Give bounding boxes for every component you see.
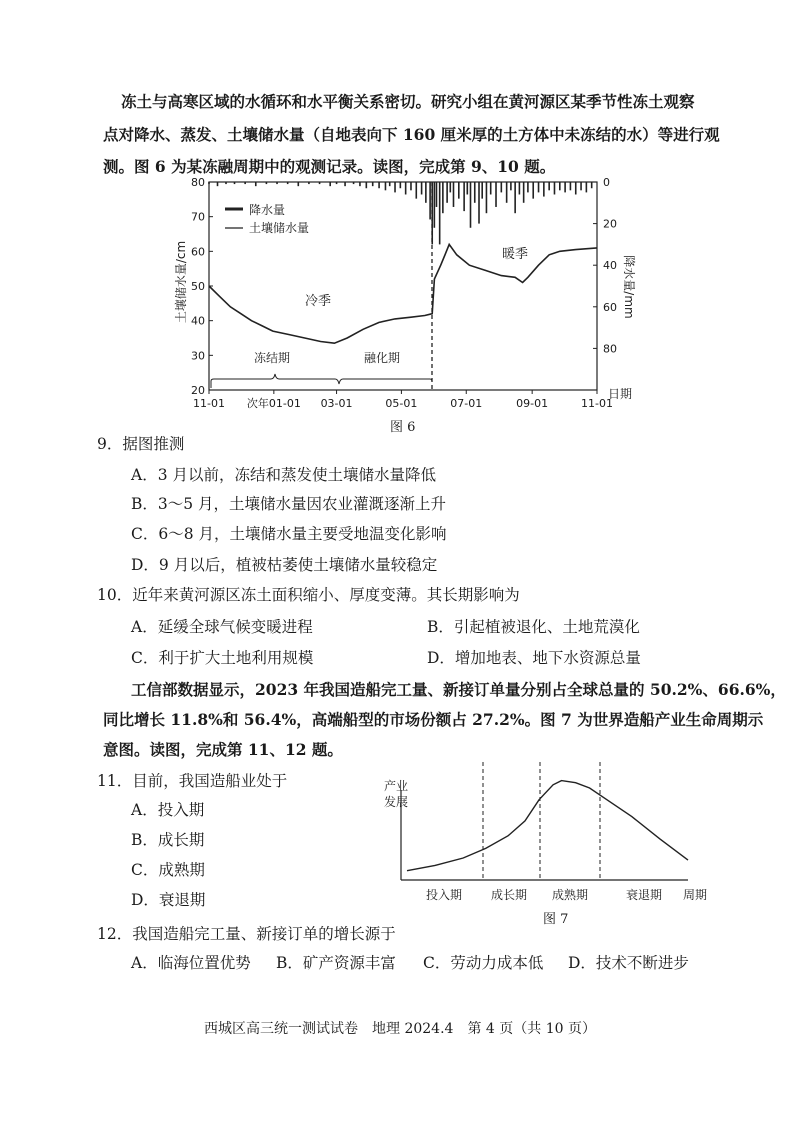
- q10-option-d: D．增加地表、地下水资源总量: [427, 649, 641, 667]
- precipitation-bar: [486, 182, 488, 213]
- x-axis-ticks: [193, 390, 613, 410]
- stage-label-input: 投入期: [426, 888, 463, 902]
- precipitation-bar: [580, 182, 582, 190]
- figure-7-chart: [380, 760, 720, 935]
- x-tick-label: 次年01-01: [246, 397, 301, 410]
- right-tick-label: 80: [603, 342, 617, 356]
- fig7-ylabel-part1: 产业: [384, 779, 409, 793]
- q9-option-d: D．9 月以后，植被枯萎使土壤储水量较稳定: [131, 556, 438, 574]
- precipitation-bar: [467, 182, 469, 194]
- precipitation-bar: [353, 182, 355, 184]
- figure-6-caption: 图 6: [390, 420, 416, 435]
- precipitation-bar: [344, 182, 346, 186]
- industry-development-curve: [407, 781, 688, 871]
- precipitation-bar: [208, 182, 210, 184]
- precipitation-bar: [234, 182, 236, 184]
- precipitation-bar: [543, 182, 545, 197]
- figure-7-caption: 图 7: [543, 912, 569, 927]
- intro2-line1: 工信部数据显示，2023 年我国造船完工量、新接订单量分别占全球总量的 50.2%、66.6%，: [131, 680, 786, 699]
- left-tick-label: 30: [191, 349, 205, 363]
- precipitation-bar: [410, 182, 412, 190]
- precipitation-bar: [429, 182, 431, 219]
- legend-soil-label: 土壤储水量: [249, 221, 310, 235]
- precipitation-bar: [570, 182, 572, 190]
- precipitation-bar: [474, 182, 476, 203]
- precipitation-bar: [501, 182, 503, 192]
- precipitation-bar: [319, 182, 321, 184]
- precipitation-bar: [439, 182, 441, 244]
- precipitation-bar: [394, 182, 396, 192]
- x-tick-label: 11-01: [193, 397, 225, 410]
- stage-label-growth: 成长期: [491, 888, 528, 902]
- precipitation-bar: [523, 182, 525, 203]
- x-tick-label: 11-01: [581, 397, 613, 410]
- intro2-line3: 意图。读图，完成第 11、12 题。: [103, 740, 343, 759]
- precipitation-bar: [554, 182, 556, 194]
- cold-season-label: 冷季: [305, 294, 332, 309]
- precipitation-bar: [514, 182, 516, 213]
- precipitation-bar: [405, 182, 407, 194]
- right-tick-label: 60: [603, 300, 617, 314]
- precipitation-bar: [453, 182, 455, 207]
- precipitation-bar: [548, 182, 550, 190]
- precipitation-bar: [308, 182, 310, 184]
- q9-option-a: A．3 月以前，冻结和蒸发使土壤储水量降低: [131, 466, 436, 484]
- stage-label-mature: 成熟期: [552, 888, 589, 902]
- q11-option-a: A．投入期: [131, 801, 205, 819]
- q10-option-c: C．利于扩大土地利用规模: [131, 649, 314, 667]
- left-tick-label: 40: [191, 314, 205, 328]
- q9-option-c: C．6～8 月，土壤储水量主要受地温变化影响: [131, 525, 447, 543]
- precipitation-bar: [366, 182, 368, 188]
- q12-option-a: A．临海位置优势: [131, 954, 251, 972]
- intro1-line2: 点对降水、蒸发、土壤储水量（自地表向下 160 厘米厚的土方体中未冻结的水）等进行观: [103, 125, 720, 144]
- precipitation-bar: [591, 182, 593, 188]
- x-tick-label: 09-01: [516, 397, 549, 410]
- precipitation-bar: [359, 182, 361, 186]
- fig7-ylabel: [384, 778, 412, 809]
- freeze-period-label: 冻结期: [254, 351, 291, 365]
- precipitation-bar: [470, 182, 472, 228]
- fig7-ylabel-part2: 发展: [384, 795, 409, 809]
- precipitation-bar: [415, 182, 417, 199]
- precipitation-bar: [329, 182, 331, 186]
- q9-option-b: B．3～5 月，土壤储水量因农业灌溉逐渐上升: [131, 495, 447, 513]
- precipitation-bar: [225, 182, 227, 184]
- left-tick-label: 70: [191, 210, 205, 224]
- left-tick-label: 20: [191, 384, 205, 397]
- freeze-thaw-brace: [211, 374, 432, 388]
- precipitation-bar: [532, 182, 534, 199]
- precipitation-bar: [378, 182, 380, 188]
- legend-precip-label: 降水量: [249, 203, 286, 217]
- precipitation-bar: [490, 182, 492, 194]
- precipitation-bar: [463, 182, 465, 211]
- q9-stem: 9．据图推测: [97, 435, 185, 453]
- q11-option-b: B．成长期: [131, 831, 205, 849]
- warm-season-label: 暖季: [502, 247, 529, 262]
- right-axis-label: 降水量/mm: [622, 255, 636, 319]
- precipitation-bar: [564, 182, 566, 192]
- left-tick-label: 50: [191, 280, 205, 293]
- precipitation-bar: [458, 182, 460, 199]
- intro1-line1: 冻土与高寒区域的水循环和水平衡关系密切。研究小组在黄河源区某季节性冻土观察: [121, 92, 695, 111]
- precipitation-bar: [559, 182, 561, 190]
- precipitation-bar: [336, 182, 338, 184]
- precipitation-bar: [481, 182, 483, 199]
- x-tick-label: 03-01: [320, 397, 353, 410]
- q10-option-b: B．引起植被退化、土地荒漠化: [427, 618, 640, 636]
- precipitation-bar: [255, 182, 257, 186]
- precipitation-bar: [510, 182, 512, 190]
- precipitation-bar: [434, 182, 436, 228]
- fig7-xlabel: 周期: [683, 888, 708, 902]
- precipitation-bar: [276, 182, 278, 184]
- left-tick-label: 60: [191, 245, 205, 259]
- stage-label-decline: 衰退期: [626, 888, 663, 902]
- x-axis-label: 日期: [608, 387, 633, 401]
- left-axis-label: 土壤储水量/cm: [174, 240, 188, 324]
- intro1-line3: 测。图 6 为某冻融周期中的观测记录。读图，完成第 9、10 题。: [103, 157, 556, 176]
- figure-6-chart: [170, 172, 640, 434]
- precipitation-bar: [400, 182, 402, 188]
- right-tick-label: 40: [603, 259, 617, 273]
- x-tick-label: 05-01: [385, 397, 418, 410]
- soil-water-line: [209, 244, 597, 343]
- q12-option-c: C．劳动力成本低: [423, 954, 544, 972]
- x-tick-label: 07-01: [450, 397, 483, 410]
- precipitation-bar: [450, 182, 452, 192]
- q12-option-d: D．技术不断进步: [568, 954, 689, 972]
- precipitation-bar: [287, 182, 289, 184]
- precipitation-bar: [372, 182, 374, 186]
- q11-option-d: D．衰退期: [131, 891, 206, 909]
- precipitation-bar: [586, 182, 588, 192]
- precipitation-bar: [442, 182, 444, 213]
- precipitation-bar: [421, 182, 423, 194]
- q10-option-a: A．延缓全球气候变暖进程: [131, 618, 313, 636]
- precipitation-bar: [385, 182, 387, 190]
- q11-stem: 11．目前，我国造船业处于: [97, 772, 288, 790]
- precipitation-bar: [575, 182, 577, 194]
- precipitation-bar: [519, 182, 521, 194]
- thaw-period-label: 融化期: [364, 351, 401, 365]
- q10-stem: 10．近年来黄河源区冻土面积缩小、厚度变薄。其长期影响为: [97, 586, 520, 604]
- precipitation-bar: [538, 182, 540, 192]
- precipitation-bar: [495, 182, 497, 207]
- precipitation-bar: [425, 182, 427, 203]
- precipitation-bar: [527, 182, 529, 192]
- q12-stem: 12．我国造船完工量、新接订单的增长源于: [97, 925, 396, 943]
- precipitation-bar: [297, 182, 299, 186]
- precipitation-bar: [436, 182, 438, 207]
- precipitation-bar: [266, 182, 268, 184]
- q12-option-b: B．矿产资源丰富: [276, 954, 396, 972]
- legend: [225, 202, 309, 235]
- q11-option-c: C．成熟期: [131, 861, 205, 879]
- precipitation-bar: [389, 182, 391, 186]
- precipitation-bar: [217, 182, 219, 186]
- precipitation-bar: [446, 182, 448, 203]
- page-footer: 西城区高三统一测试试卷 地理 2024.4 第 4 页（共 10 页）: [204, 1021, 596, 1037]
- precipitation-bar: [478, 182, 480, 224]
- right-tick-label: 0: [603, 176, 610, 189]
- right-tick-label: 20: [603, 217, 617, 231]
- precipitation-bar: [506, 182, 508, 203]
- precipitation-bar: [244, 182, 246, 184]
- left-tick-label: 80: [191, 176, 205, 189]
- intro2-line2: 同比增长 11.8%和 56.4%，高端船型的市场份额占 27.2%。图 7 为世界造船产业生命周期示: [103, 710, 764, 729]
